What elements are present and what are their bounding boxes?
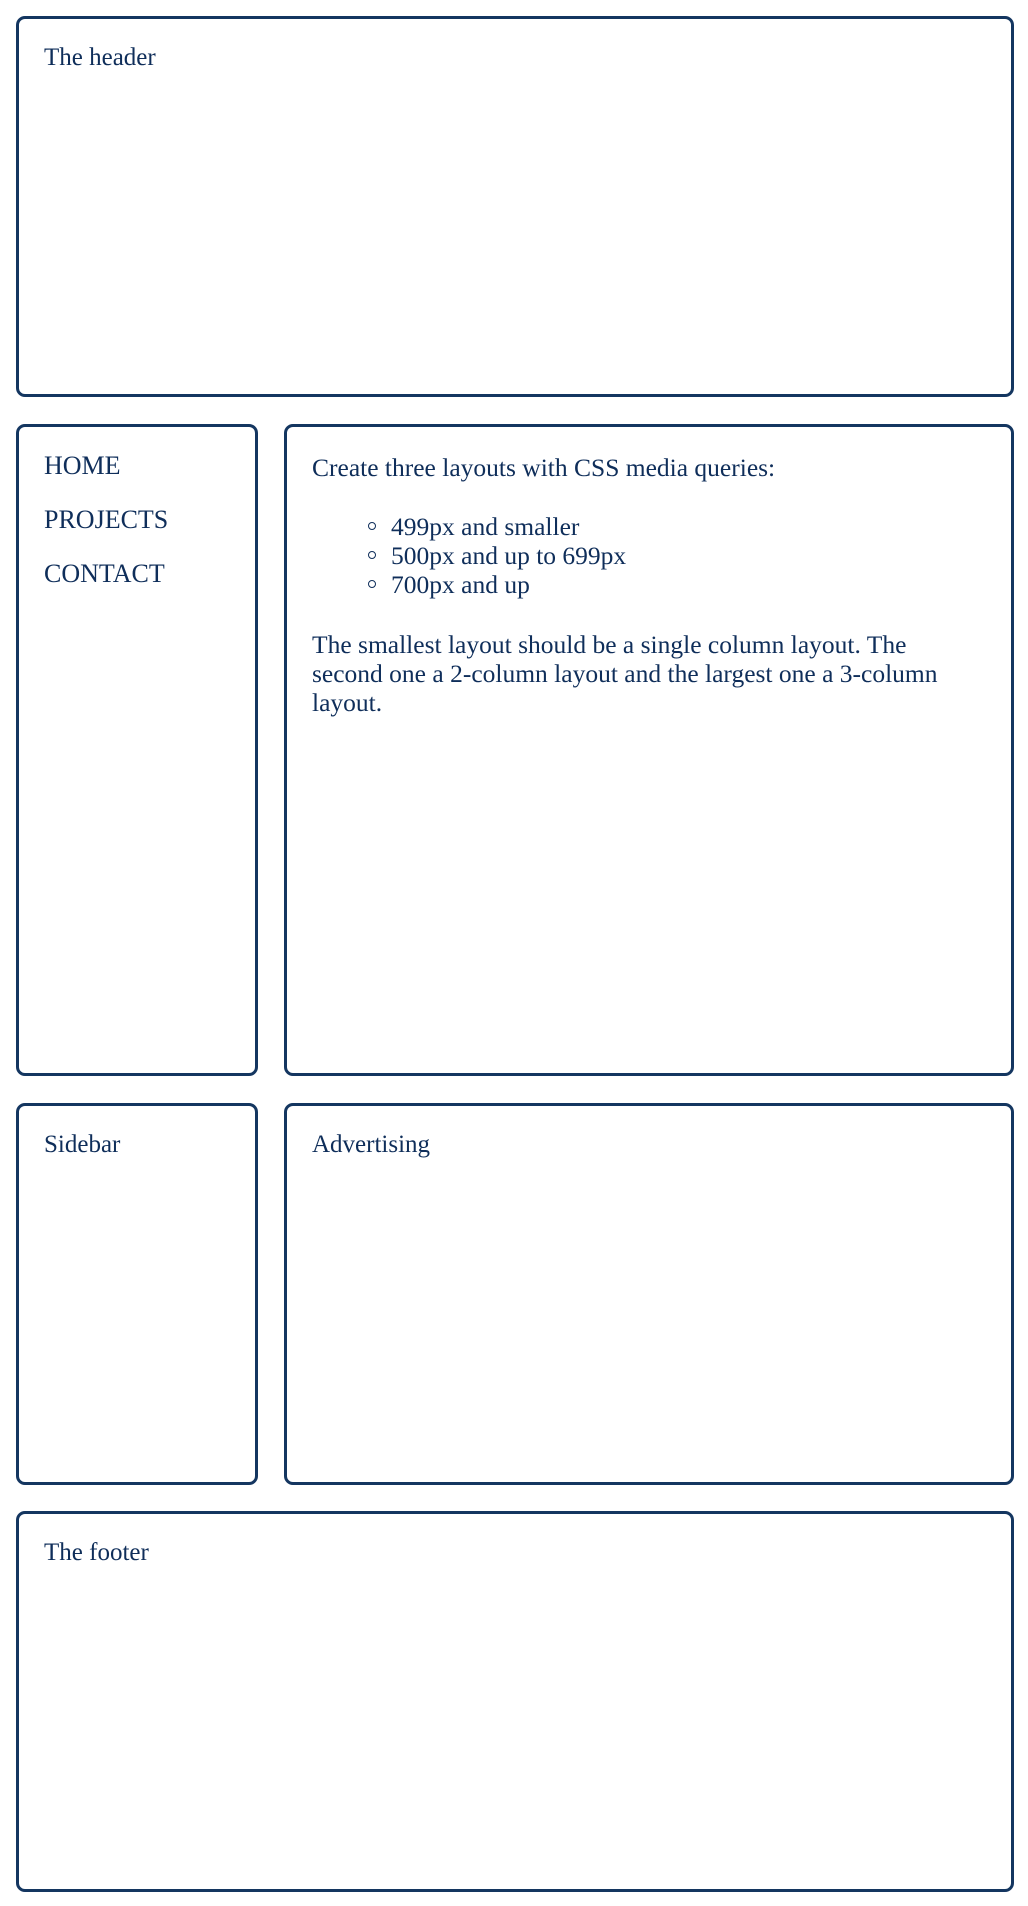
nav-link-projects[interactable]: PROJECTS bbox=[44, 505, 169, 534]
list-item bbox=[368, 541, 971, 570]
breakpoint-text: 500px and up to 699px bbox=[391, 541, 627, 570]
list-item bbox=[368, 512, 971, 541]
nav-link-contact[interactable]: CONTACT bbox=[44, 559, 165, 588]
intro-text: Create three layouts with CSS media queries: bbox=[312, 453, 776, 482]
header-title: The header bbox=[44, 44, 156, 71]
nav-item-projects bbox=[44, 505, 168, 535]
nav-link-home[interactable]: HOME bbox=[44, 451, 121, 480]
nav-box bbox=[16, 424, 258, 1076]
advertising-title: Advertising bbox=[312, 1131, 431, 1158]
main-content-box bbox=[284, 424, 1014, 1076]
sidebar-title: Sidebar bbox=[44, 1131, 121, 1158]
list-item bbox=[368, 570, 971, 599]
breakpoint-text: 700px and up bbox=[391, 570, 530, 599]
nav-item-contact bbox=[44, 559, 168, 589]
nav-item-home bbox=[44, 451, 168, 481]
circle-bullet-icon bbox=[368, 551, 376, 559]
sidebar-box bbox=[16, 1103, 258, 1485]
advertising-box bbox=[284, 1103, 1014, 1485]
breakpoint-text: 499px and smaller bbox=[391, 512, 580, 541]
main-content bbox=[312, 453, 971, 717]
circle-bullet-icon bbox=[368, 580, 376, 588]
nav-list bbox=[44, 451, 168, 613]
header-box bbox=[16, 16, 1014, 397]
circle-bullet-icon bbox=[368, 522, 376, 530]
description-text: The smallest layout should be a single column layout. The second one a 2-column layout and the largest one a 3-column layout. bbox=[312, 630, 938, 717]
footer-title: The footer bbox=[44, 1539, 149, 1566]
breakpoint-list bbox=[312, 512, 971, 599]
footer-box bbox=[16, 1511, 1014, 1892]
